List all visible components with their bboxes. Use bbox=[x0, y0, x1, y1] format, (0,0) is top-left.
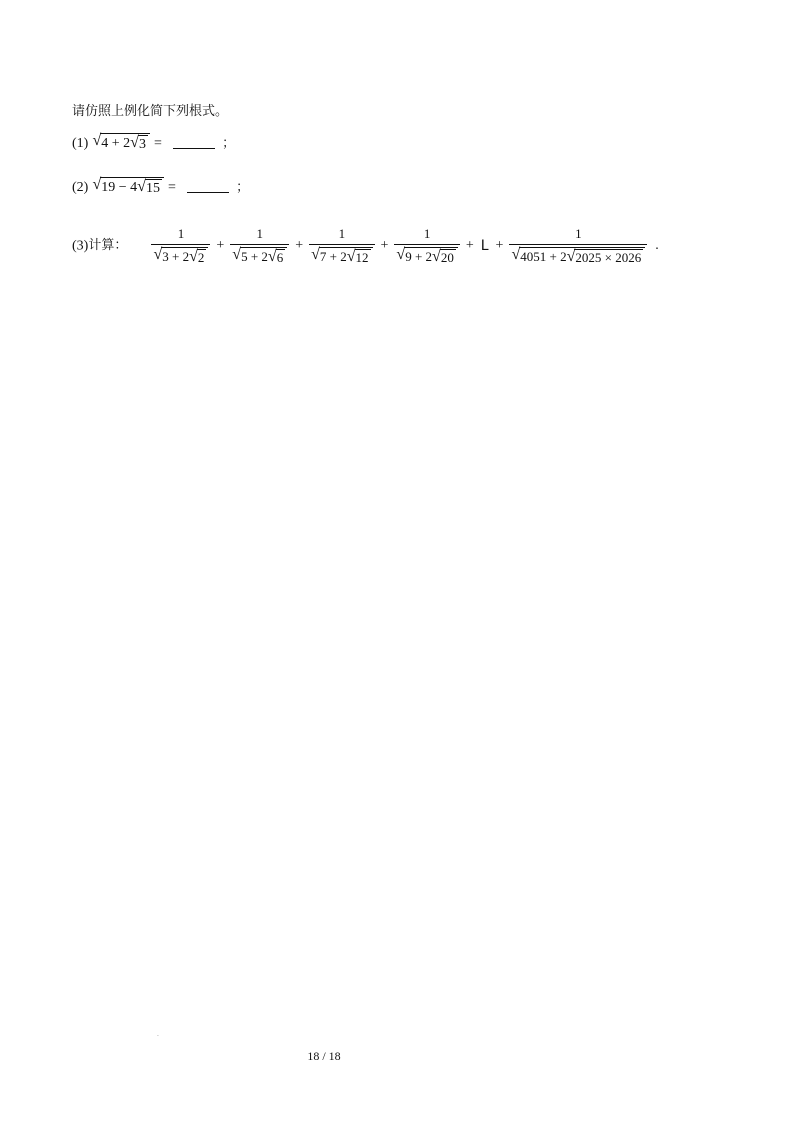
plus-sign: + bbox=[380, 237, 389, 253]
plus-sign: + bbox=[216, 237, 225, 253]
radical-sign: √ bbox=[232, 246, 242, 263]
question-1 bbox=[72, 132, 235, 154]
radical-sign: √ bbox=[92, 132, 102, 150]
den-left: 3 + 2 bbox=[162, 249, 190, 264]
fraction-term-3 bbox=[309, 226, 374, 266]
plus-sign: + bbox=[295, 237, 304, 253]
inner-sqrt bbox=[268, 249, 285, 266]
question-3-label: (3) bbox=[72, 238, 89, 254]
question-2 bbox=[72, 176, 249, 198]
inner-radicand: 2 bbox=[197, 250, 205, 265]
question-3-label-text: 计算： bbox=[88, 238, 128, 254]
question-1-label: (1) bbox=[72, 136, 89, 151]
den-left: 4051 + 2 bbox=[520, 249, 567, 264]
inner-sqrt bbox=[567, 249, 644, 266]
den-left: 5 + 2 bbox=[241, 249, 268, 264]
numerator: 1 bbox=[575, 226, 582, 241]
question-2-label: (2) bbox=[72, 180, 89, 195]
denominator bbox=[394, 244, 459, 266]
radical-sign: √ bbox=[396, 246, 406, 263]
radical-sign: √ bbox=[511, 246, 521, 263]
numerator: 1 bbox=[177, 226, 185, 241]
inner-sqrt bbox=[130, 135, 148, 153]
radical-sign: √ bbox=[566, 248, 576, 265]
radical-sign: √ bbox=[267, 248, 277, 265]
radical-sign: √ bbox=[432, 248, 441, 265]
inner-radicand: 12 bbox=[355, 250, 369, 265]
fraction-term-2 bbox=[230, 226, 289, 266]
inner-sqrt bbox=[347, 249, 371, 266]
outer-sqrt bbox=[92, 133, 149, 153]
denominator bbox=[509, 244, 647, 266]
inner-radicand: 2025 × 2026 bbox=[575, 250, 642, 265]
inner-radicand: 6 bbox=[276, 250, 284, 265]
inner-sqrt bbox=[137, 179, 162, 197]
radical-sign: √ bbox=[92, 176, 102, 194]
numerator: 1 bbox=[423, 226, 431, 241]
radical-sign: √ bbox=[130, 134, 139, 152]
instruction-text: 请仿照上例化简下列根式。 bbox=[72, 104, 229, 119]
inner-radicand: 20 bbox=[440, 250, 454, 265]
equals-sign: = bbox=[153, 135, 162, 151]
inner-radicand: 3 bbox=[138, 137, 146, 153]
answer-blank-1[interactable] bbox=[173, 148, 215, 149]
plus-sign: + bbox=[495, 237, 504, 253]
radical-sign: √ bbox=[137, 178, 146, 196]
inner-radicand: 15 bbox=[145, 181, 160, 197]
question-3 bbox=[72, 226, 659, 266]
fraction-term-1 bbox=[151, 226, 210, 266]
semicolon: ； bbox=[236, 180, 250, 195]
radicand-left: 19 − 4 bbox=[101, 180, 138, 196]
radical-sign: √ bbox=[189, 248, 198, 265]
inner-sqrt bbox=[432, 249, 456, 266]
radical-sign: √ bbox=[346, 248, 356, 265]
fraction-term-last bbox=[509, 226, 647, 266]
footer-dot: · bbox=[157, 1033, 159, 1040]
answer-blank-2[interactable] bbox=[187, 192, 229, 193]
inner-sqrt bbox=[189, 249, 206, 266]
denominator bbox=[151, 244, 210, 266]
numerator: 1 bbox=[256, 226, 263, 241]
semicolon: ； bbox=[222, 136, 236, 151]
page-number: 18 / 18 bbox=[307, 1049, 341, 1063]
fraction-term-4 bbox=[394, 226, 459, 266]
question-1-expression bbox=[92, 133, 165, 153]
ellipsis-symbol: L bbox=[480, 237, 489, 254]
outer-sqrt bbox=[92, 177, 163, 197]
radical-sign: √ bbox=[311, 246, 320, 263]
den-left: 7 + 2 bbox=[319, 249, 347, 264]
equals-sign: = bbox=[167, 179, 176, 195]
den-left: 9 + 2 bbox=[405, 249, 433, 264]
denominator bbox=[309, 244, 374, 266]
numerator: 1 bbox=[338, 226, 346, 241]
radical-sign: √ bbox=[153, 246, 163, 263]
question-3-expression bbox=[149, 226, 658, 266]
question-2-expression bbox=[92, 177, 179, 197]
plus-sign: + bbox=[465, 237, 474, 253]
radicand-left: 4 + 2 bbox=[101, 136, 131, 152]
denominator bbox=[230, 244, 289, 266]
period: . bbox=[655, 237, 659, 253]
